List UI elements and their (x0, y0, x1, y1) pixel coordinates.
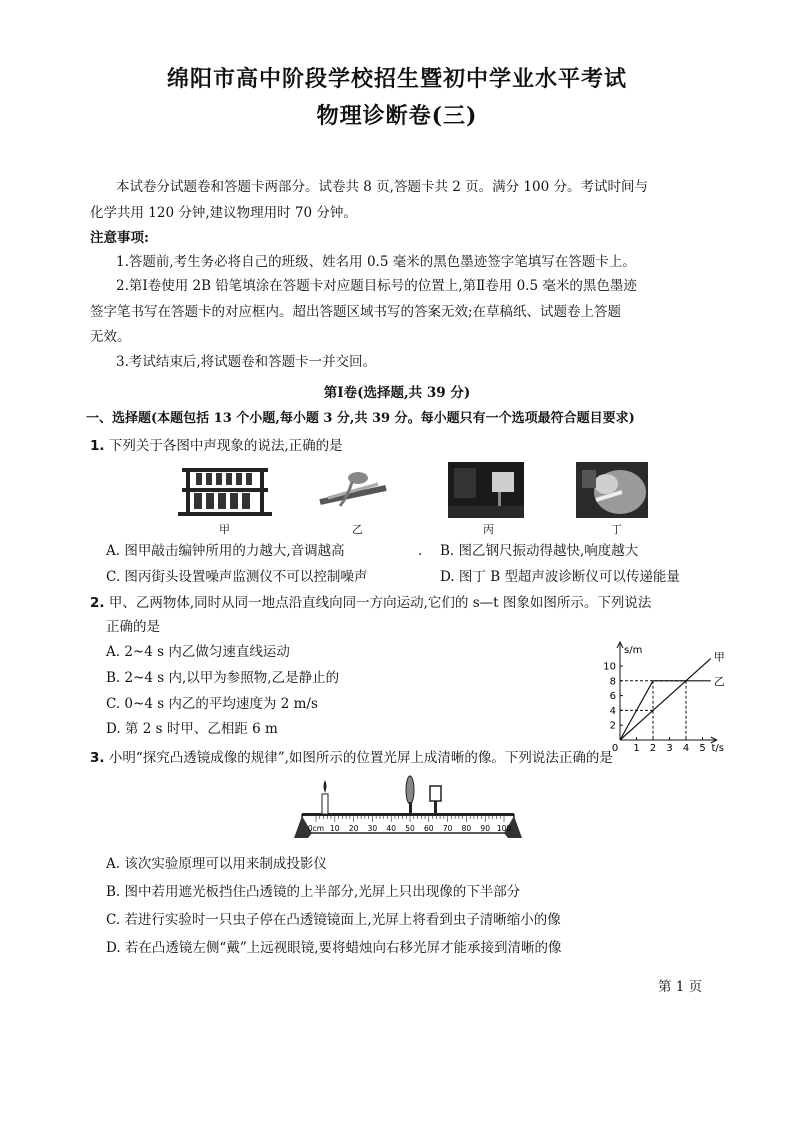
series-label: 乙 (713, 674, 725, 688)
intro-line-1: 本试卷分试题卷和答题卡两部分。试卷共 8 页,答题卡共 2 页。满分 100 分。考试时间与 (116, 179, 648, 195)
q2-option-b: B. 2~4 s 内,以甲为参照物,乙是静止的 (106, 670, 340, 686)
bench-scale-label: 10 (330, 824, 340, 833)
bench-scale-label: 50 (405, 824, 415, 833)
bench-scale-label: 0cm (307, 824, 325, 833)
q3-option-b: B. 图中若用遮光板挡住凸透镜的上半部分,光屏上只出现像的下半部分 (106, 884, 521, 900)
st-graph (600, 640, 750, 752)
question-stem: 小明“探究凸透镜成像的规律”,如图所示的位置光屏上成清晰的像。下列说法正确的是 (108, 750, 613, 766)
page-title: 绵阳市高中阶段学校招生暨初中学业水平考试 (166, 66, 627, 92)
x-tick-label: 5 (699, 743, 706, 752)
question-number: 1. (90, 438, 105, 454)
page-number: 第 1 页 (658, 979, 703, 995)
y-tick-label: 4 (609, 705, 616, 717)
noise-monitor-figure (448, 462, 524, 518)
x-tick-label: 2 (649, 743, 657, 752)
question-2-stem-cont: 正确的是 (106, 619, 160, 635)
optical-bench-figure (292, 772, 526, 842)
y-axis-label: s/m (624, 645, 643, 656)
bench-scale-label: 70 (442, 824, 453, 833)
q1-option-a: A. 图甲敲击编钟所用的力越大,音调越高 (106, 543, 345, 559)
bench-scale-label: 80 (461, 824, 472, 833)
bench-scale-label: 30 (367, 824, 378, 833)
question-stem: 甲、乙两物体,同时从同一地点沿直线向同一方向运动,它们的 s—t 图象如图所示。下列说法 (108, 595, 652, 611)
q2-option-a: A. 2~4 s 内乙做匀速直线运动 (106, 644, 290, 660)
q1-option-b: B. 图乙钢尺振动得越快,响度越大 (440, 543, 639, 559)
note-2-cont: 签字笔书写在答题卡的对应框内。超出答题区域书写的答案无效;在草稿纸、试题卷上答题 (90, 304, 622, 320)
question-number: 2. (90, 595, 105, 611)
question-3 (90, 744, 613, 772)
bench-scale-label: 100 (496, 824, 512, 833)
q3-option-c: C. 若进行实验时一只虫子停在凸透镜镜面上,光屏上将看到虫子清晰缩小的像 (106, 912, 561, 928)
q1-option-d: D. 图丁 B 型超声波诊断仪可以传递能量 (440, 569, 680, 585)
bench-scale-label: 90 (480, 824, 490, 833)
question-stem: 下列关于各图中声现象的说法,正确的是 (108, 438, 343, 454)
q2-option-c: C. 0~4 s 内乙的平均速度为 2 m/s (106, 696, 318, 712)
x-axis-label: t/s (711, 743, 724, 752)
section-title: 第Ⅰ卷(选择题,共 39 分) (323, 385, 471, 401)
bianzhong-figure (176, 462, 274, 516)
q2-option-d: D. 第 2 s 时甲、乙相距 6 m (106, 721, 278, 737)
q3-option-a: A. 该次实验原理可以用来制成投影仪 (106, 856, 327, 872)
steel-ruler-figure (318, 462, 388, 516)
bench-scale-label: 60 (424, 824, 434, 833)
x-tick-label: 4 (682, 743, 690, 752)
origin-label: 0 (611, 743, 619, 752)
series-line-0 (620, 659, 711, 740)
note-1: 1.答题前,考生务必将自己的班级、姓名用 0.5 毫米的黑色墨迹签字笔填写在答题卡上。 (116, 254, 636, 270)
note-3: 3.考试结束后,将试题卷和答题卡一并交回。 (116, 354, 377, 370)
y-tick-label: 6 (609, 691, 616, 703)
caption-yi: 乙 (352, 523, 363, 536)
q1-dot: . (418, 543, 423, 559)
ultrasound-figure (576, 462, 648, 518)
note-2-end: 无效。 (90, 329, 131, 345)
question-2 (90, 589, 651, 617)
notes-heading: 注意事项: (90, 230, 149, 246)
question-1 (90, 432, 343, 460)
section-instruction: 一、选择题(本题包括 13 个小题,每小题 3 分,共 39 分。每小题只有一个选项最符合题目要求) (86, 411, 635, 426)
caption-ding: 丁 (611, 523, 622, 536)
bench-scale-label: 20 (348, 824, 359, 833)
x-tick-label: 3 (666, 743, 673, 752)
y-tick-label: 10 (603, 661, 616, 673)
intro-line-2: 化学共用 120 分钟,建议物理用时 70 分钟。 (90, 205, 357, 221)
caption-bing: 丙 (483, 523, 494, 536)
caption-jia: 甲 (219, 523, 230, 536)
series-line-1 (620, 681, 711, 740)
y-tick-label: 2 (609, 720, 616, 732)
q1-option-c: C. 图丙街头设置噪声监测仪不可以控制噪声 (106, 569, 368, 585)
bench-scale-label: 40 (386, 824, 396, 833)
x-tick-label: 1 (633, 743, 640, 752)
note-2: 2.第Ⅰ卷使用 2B 铅笔填涂在答题卡对应题目标号的位置上,第Ⅱ卷用 0.5 毫米的黑色墨迹 (116, 278, 637, 294)
y-tick-label: 8 (609, 676, 616, 688)
page-subtitle: 物理诊断卷(三) (316, 103, 478, 129)
question-number: 3. (90, 750, 105, 766)
q3-option-d: D. 若在凸透镜左侧“戴”上远视眼镜,要将蜡烛向右移光屏才能承接到清晰的像 (106, 940, 562, 956)
series-label: 甲 (713, 650, 725, 664)
